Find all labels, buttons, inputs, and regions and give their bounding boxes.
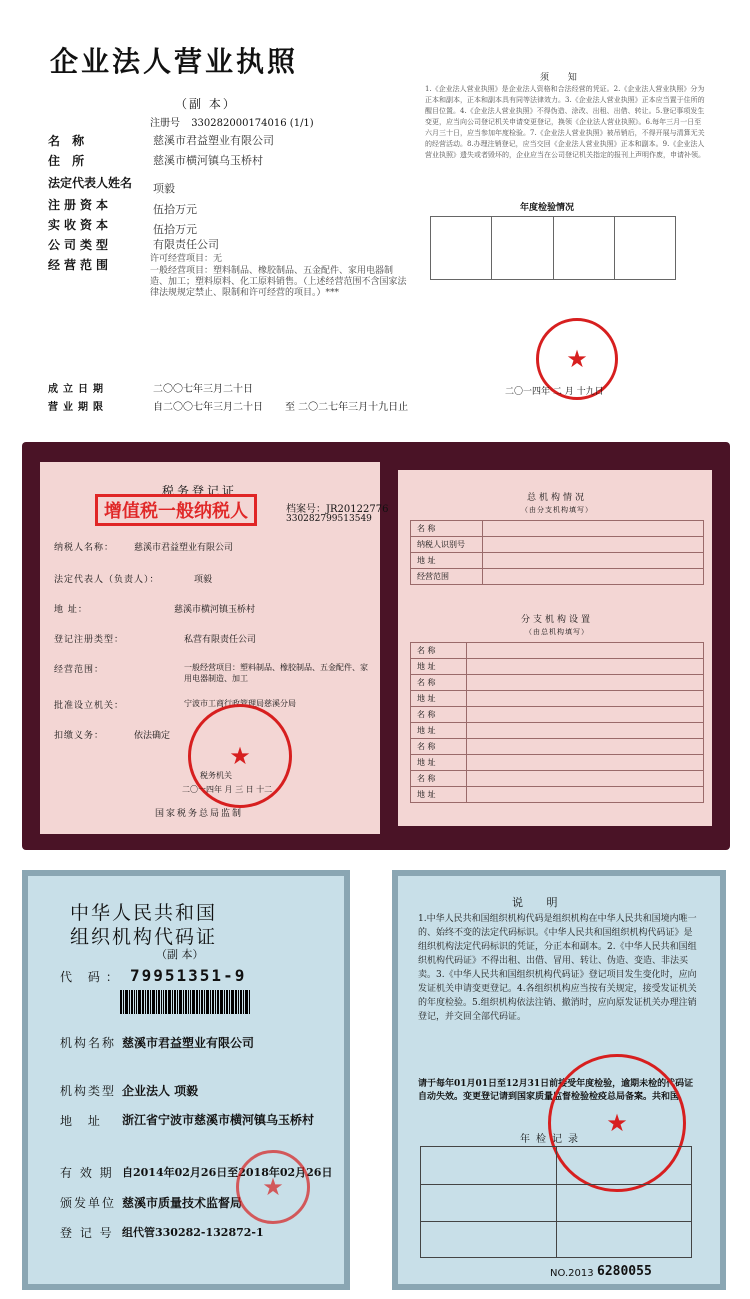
field-value: 伍拾万元: [153, 203, 197, 216]
field-label: 地 址：: [54, 605, 88, 615]
license-field-name: [48, 132, 408, 149]
table-cell: 名 称: [411, 739, 467, 755]
instructions-note: 请于每年01月01日至12月31日前接受年度检验，逾期未检的代码证自动失效。变更登记请到国家质量监督检验检疫总局备案。共和国: [418, 1079, 694, 1102]
table-cell: [467, 787, 704, 803]
field-label: 实收资本: [48, 218, 113, 232]
field-value: 私营有限责任公司: [184, 635, 257, 645]
license-field-address: [48, 152, 408, 169]
tax-field: [54, 632, 374, 645]
org-title-1: 中华人民共和国: [70, 902, 218, 924]
license-field-paid: [48, 216, 408, 237]
code-label: 代 码：: [60, 970, 124, 984]
field-value: 慈溪市君益塑业有限公司: [122, 1036, 255, 1050]
branch-subtitle: （由总机构填写）: [525, 628, 589, 636]
table-cell: 地 址: [411, 553, 483, 569]
tax-field: [54, 602, 374, 615]
tax-seal-text: 税务机关: [200, 771, 232, 780]
field-label: 机构类型: [60, 1084, 117, 1098]
field-value: 慈溪市横河镇玉桥村: [174, 605, 256, 615]
tax-field: [54, 572, 374, 585]
table-cell: 地 址: [411, 787, 467, 803]
tax-field: [54, 662, 374, 684]
field-label: 营业期限: [48, 402, 108, 413]
notice-title: 须 知: [540, 73, 585, 83]
hq-table: [410, 520, 704, 585]
table-cell: [467, 723, 704, 739]
archive-no: [286, 500, 388, 515]
notice-text: 1.《企业法人营业执照》是企业法人资格和合法经营的凭证。2.《企业法人营业执照》分为正本和副本，正本和副本具有同等法律效力。3.《企业法人营业执照》正本应当置于住所的醒目位置。4.《企业法人营业执照》不得伪造、涂改、出租、出借、转让。5.登记事项发生变更，应当向公司登记机关申请变更登记，换领《企业法人营业执照》。6.每年三月一日至六月三十日，应当参加年度检验。7.《企业法人营业执照》被吊销后，不得开展与清算无关的经营活动。8.办理注销登记，应当交回《企业法人营业执照》正本和副本。9.《企业法人营业执照》遗失或者毁坏的，企业应当在公司登记机关指定的报刊上声明作废，申请补领。: [425, 85, 705, 159]
license-field-type: [48, 236, 408, 253]
license-copy-label: （副 本）: [175, 97, 237, 111]
star-icon: ★: [566, 345, 588, 373]
field-value: 慈溪市君益塑业有限公司: [153, 134, 274, 147]
star-icon: ★: [606, 1109, 628, 1137]
annual-inspection-grid: [430, 216, 676, 280]
license-title: 企业法人营业执照: [50, 45, 299, 78]
field-label: 法定代表人（负责人）：: [54, 575, 160, 585]
field-label: 经营范围：: [54, 665, 105, 675]
field-label: 名 称: [48, 134, 89, 148]
table-cell: 地 址: [411, 723, 467, 739]
field-value: 一般经营项目：塑料制品、橡胶制品、五金配件、家用电器制造、加工: [184, 663, 368, 683]
archive-value: JR20122776: [326, 504, 389, 515]
field-value: 企业法人 项毅: [122, 1084, 199, 1098]
field-value: 伍拾万元: [153, 223, 197, 236]
license-issue-date: 二〇一四年 二 月 十九日: [505, 387, 604, 397]
annual-record-grid: [420, 1146, 692, 1258]
star-icon: ★: [229, 742, 251, 770]
field-label: 颁发单位: [60, 1196, 117, 1210]
table-cell: [467, 771, 704, 787]
field-value: 慈溪市质量技术监督局: [122, 1196, 243, 1210]
tax-field: [54, 540, 374, 553]
branch-title: 分支机构设置: [520, 615, 593, 625]
serial-label: NO.2013: [550, 1268, 594, 1279]
field-value: 有限责任公司: [153, 238, 219, 251]
field-value: 自2014年02月26日至2018年02月26日: [122, 1166, 333, 1179]
field-label: 批准设立机关：: [54, 701, 125, 711]
table-cell: 名 称: [411, 521, 483, 537]
table-cell: 地 址: [411, 659, 467, 675]
annual-inspection-title: 年度检验情况: [520, 203, 575, 213]
table-cell: 名 称: [411, 675, 467, 691]
org-field: [60, 1224, 340, 1241]
field-label: 住 所: [48, 154, 89, 168]
table-cell: 经营范围: [411, 569, 483, 585]
field-label: 登记注册类型：: [54, 635, 125, 645]
field-value: 组代管330282-132872-1: [122, 1226, 264, 1239]
field-label: 注册资本: [48, 198, 113, 212]
table-cell: [467, 755, 704, 771]
table-cell: 名 称: [411, 771, 467, 787]
field-value: 慈溪市君益塑业有限公司: [134, 543, 234, 553]
org-copy-label: （副 本）: [156, 948, 204, 961]
tax-id: 330282799513549: [286, 514, 372, 524]
license-field-rep: [48, 174, 408, 196]
field-label: 机构名称: [60, 1036, 117, 1050]
org-field: [60, 1034, 340, 1051]
org-field: [60, 1082, 340, 1099]
tax-cert-title: 税务登记证: [162, 484, 238, 498]
instructions-text: 1.中华人民共和国组织机构代码是组织机构在中华人民共和国境内唯一的、始终不变的法定代码标识。《中华人民共和国组织机构代码证》是组织机构法定代码标识的凭证，分正本和副本。2.《中华人民共和国组织机构代码证》不得出租、出借、冒用、转让、伪造、变造、非法买卖。3.《中华人民共和国组织机构代码证》登记项目发生变化时，应向发证机关申请变更登记。4.各组织机构应当按有关规定，接受发证机关的年度检验。5.组织机构依法注销、撤消时，应向原发证机关办理注销登记，并交回全部代码证。: [418, 914, 697, 1022]
table-cell: 地 址: [411, 755, 467, 771]
org-field: [60, 1112, 340, 1129]
license-scope-first: 许可经营项目：无: [150, 254, 223, 264]
hq-subtitle: （由分支机构填写）: [521, 506, 593, 514]
table-cell: [467, 691, 704, 707]
license-scope-detail: 一般经营项目：塑料制品、橡胶制品、五金配件、家用电器制造、加工；塑料原料、化工原料销售。（上述经营范围不含国家法律法规规定禁止、限制和许可经营的项目。）***: [150, 266, 407, 298]
hq-title: 总机构情况: [526, 493, 587, 503]
field-label: 地 址: [60, 1114, 106, 1128]
field-label: 法定代表人姓名: [48, 176, 133, 190]
field-label: 登 记 号: [60, 1226, 114, 1240]
org-title-2: 组织机构代码证: [70, 926, 218, 948]
field-value: 至 二〇二七年三月十九日止: [285, 402, 409, 413]
term-row: [48, 398, 408, 413]
tax-field: [54, 698, 374, 711]
tax-footer: 国家税务总局监制: [155, 809, 244, 819]
star-icon: ★: [262, 1173, 284, 1201]
table-cell: [483, 537, 704, 553]
license-field-capital: [48, 196, 408, 217]
table-cell: [467, 707, 704, 723]
field-value: 二〇〇七年三月二十日: [153, 384, 253, 395]
reg-no-value: 330282000174016 (1/1): [191, 118, 314, 129]
org-code-value: 79951351-9: [130, 966, 247, 985]
field-value: 宁波市工商行政管理局慈溪分局: [184, 699, 296, 708]
table-cell: [483, 569, 704, 585]
table-cell: [483, 553, 704, 569]
field-label: 有 效 期: [60, 1166, 114, 1180]
table-cell: 名 称: [411, 707, 467, 723]
annual-record-title: 年检记录: [520, 1134, 584, 1145]
table-cell: [467, 643, 704, 659]
field-label: 经营范围: [48, 258, 113, 272]
barcode: [120, 990, 320, 1014]
field-label: 成立日期: [48, 384, 108, 395]
field-value: 自二〇〇七年三月二十日: [153, 402, 263, 413]
field-value: 项毅: [153, 182, 175, 195]
field-value: 慈溪市横河镇乌玉桥村: [153, 154, 263, 167]
table-cell: [467, 739, 704, 755]
field-value: 项毅: [194, 575, 213, 585]
table-cell: 名 称: [411, 643, 467, 659]
reg-no-label: 注册号: [150, 118, 180, 129]
field-label: 扣缴义务：: [54, 731, 105, 741]
table-cell: 地 址: [411, 691, 467, 707]
archive-label: 档案号：: [286, 504, 326, 515]
table-cell: [467, 659, 704, 675]
quality-bureau-seal: [236, 1150, 310, 1224]
table-cell: 纳税人识别号: [411, 537, 483, 553]
serial-number: 6280055: [597, 1264, 652, 1279]
established-row: [48, 380, 253, 395]
table-cell: [483, 521, 704, 537]
tax-issue-date: 二〇一四年 月 三 日 十二: [182, 785, 273, 794]
field-label: 纳税人名称：: [54, 543, 115, 553]
field-value: 浙江省宁波市慈溪市横河镇乌玉桥村: [122, 1113, 315, 1127]
table-cell: [467, 675, 704, 691]
instructions-title: 说 明: [512, 896, 568, 909]
branch-table: [410, 642, 704, 803]
field-label: 公司类型: [48, 238, 113, 252]
field-value: 依法确定: [134, 731, 171, 741]
vat-stamp: 增值税一般纳税人: [95, 494, 257, 526]
reg-no: [150, 114, 314, 129]
